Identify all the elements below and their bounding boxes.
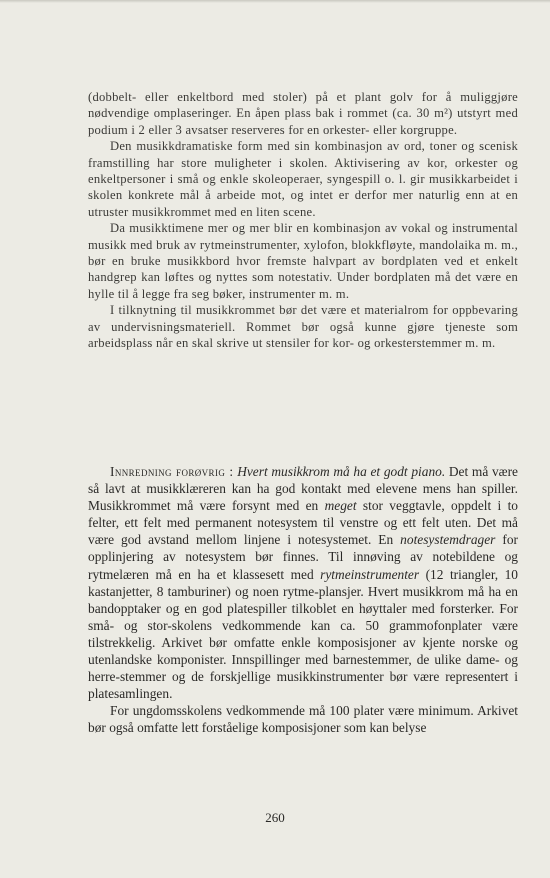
paragraph-youth-school: For ungdomsskolens vedkommende må 100 plater være minimum. Arkivet bør også omfatte lett forståelige komposisjoner som kan belyse [88, 703, 518, 736]
paragraph-continued: (dobbelt- eller enkeltbord med stoler) på et plant golv for å muliggjøre nødvendige omplaseringer. En åpen plass bak i rommet (ca. 30 m²) utstyrt med podium i 2 eller 3 avsatser reserveres for en orkester- eller korgruppe. [88, 90, 518, 137]
emphasis-piano: Hvert musikkrom må ha et godt piano. [237, 464, 446, 479]
page-number: 260 [265, 810, 285, 825]
paragraph-music-drama: Den musikkdramatiske form med sin kombinasjon av ord, toner og scenisk framstilling har store muligheter i skolen. Aktivisering av kor, orkester og enkeltpersoner i små og enkle skoleoperaer, syngespill o. l. gir musikkarbeidet i skolen konkrete mål å arbeide mot, og intet er derfor mer naturlig enn at en utruster musikkrommet med en liten scene. [88, 139, 518, 219]
top-text-block [88, 89, 518, 352]
emphasis-meget: meget [324, 498, 357, 514]
furnishing-section [88, 463, 518, 737]
text-run: for opplinjering av notesystem bør finnes. Til innøving av notebildene og rytmelæren må en ha et klassesett med [88, 532, 518, 582]
paragraph-music-desks: Da musikktimene mer og mer blir en kombinasjon av vokal og instrumental musikk med bruk av rytmeinstrumenter, xylofon, blokkfløyte, mandolaika m. m., bør en bruke musikkbord hvor fremste halvpart av bordplaten ved et enkelt handgrep kan løftes og nyttes som notestativ. Under bordplaten må det være en hylle til å legge fra seg bøker, instrumenter m. m. [88, 221, 518, 301]
text-run: (12 triangler, 10 kastanjetter, 8 tamburiner) og noen rytme-plansjer. Hvert musikkrom må ha en bandopptaker og en god platespiller tilkoblet en høyttaler med forsterker. For små- og stor-skolens vedkommende kan ca. 50 grammofonplater være tilstrekkelig. Arkivet bør omfatte enkle komposisjoner av kjente norske og utenlandske komponister. Innspillinger med barnestemmer, de ulike dame- og herre-stemmer og de forskjellige musikkinstrumenter bør være representert i platesamlingen. [88, 566, 518, 702]
section-heading: Innredning forøvrig : [110, 464, 234, 479]
emphasis-rytmeinstrumenter: rytmeinstrumenter [320, 566, 420, 582]
emphasis-notesystemdrager: notesystemdrager [400, 532, 496, 548]
page-top-edge [0, 0, 550, 3]
text-run: stor veggtavle, oppdelt i to felter, ett felt med permanent notesystem til venstre og ett felt uten. Det må være god avstand mellom linjene i notesystemet. En [88, 498, 518, 548]
text-run: Det må være så lavt at musikklæreren kan ha god kontakt med elevene mens han spiller. Musikkrommet må være forsynt med en [88, 464, 518, 514]
paragraph-furnishing [88, 463, 518, 702]
paragraph-material-room: I tilknytning til musikkrommet bør det være et materialrom for oppbevaring av undervisningsmateriell. Rommet bør også kunne gjøre tjeneste som arbeidsplass når en skal skrive ut stensiler for kor- og orkesterstemmer m. m. [88, 303, 518, 351]
